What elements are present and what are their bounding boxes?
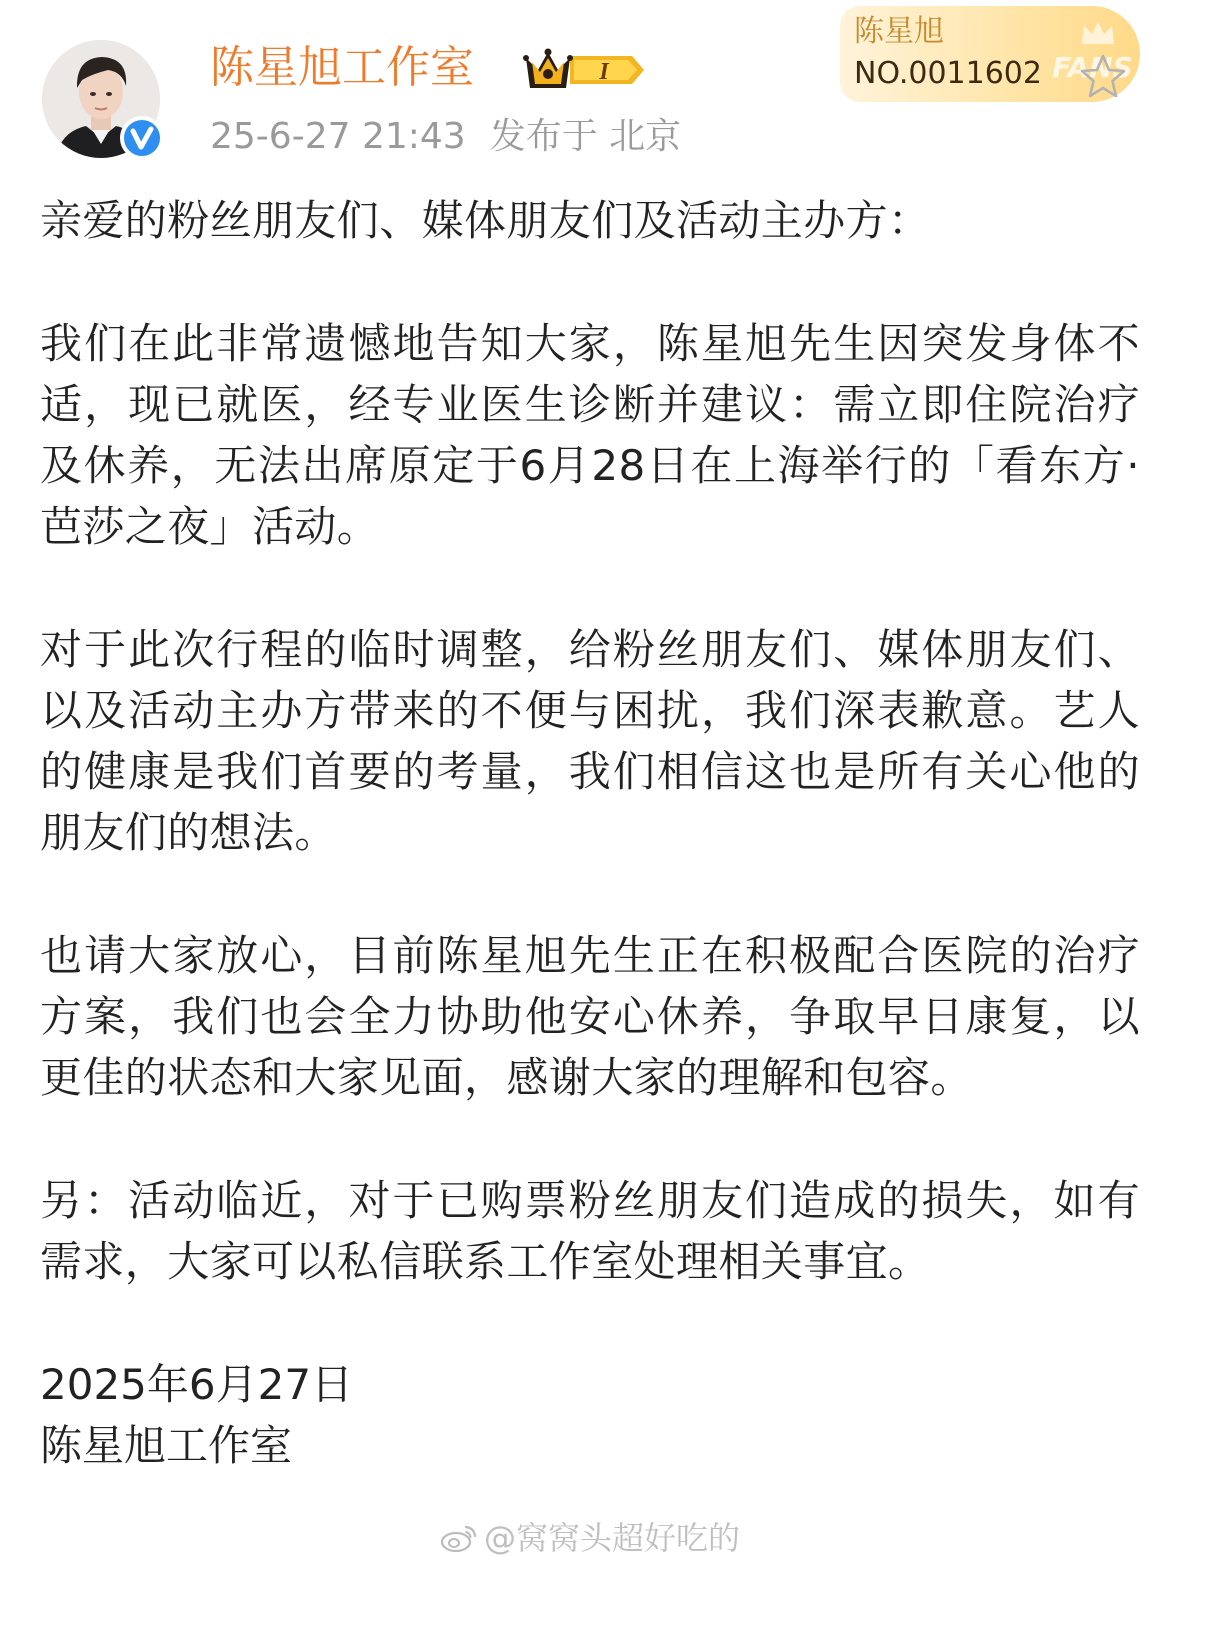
verified-v-icon (120, 116, 164, 160)
post-salutation: 亲爱的粉丝朋友们、媒体朋友们及活动主办方： (40, 196, 931, 245)
post-paragraph: 对于此次行程的临时调整，给粉丝朋友们、媒体朋友们、以及活动主办方带来的不便与困扰，我们深表歉意。艺人的健康是我们首要的考量，我们相信这也是所有关心他的朋友们的想法。 (40, 625, 1140, 857)
watermark (440, 1518, 740, 1558)
fans-card-name: 陈星旭 (854, 14, 944, 49)
star-icon[interactable] (1078, 52, 1128, 102)
post-paragraph: 也请大家放心，目前陈星旭先生正在积极配合医院的治疗方案，我们也会全力协助他安心休养，争取早日康复，以更佳的状态和大家见面，感谢大家的理解和包容。 (40, 931, 1140, 1102)
post-signature: 陈星旭工作室 (40, 1421, 293, 1470)
fans-card-label: FANS (1052, 51, 1133, 84)
fans-card-number: NO.0011602 (854, 56, 1042, 91)
post-location: 发布于 北京 (489, 116, 682, 157)
post-timestamp: 25-6-27 21:43 (210, 116, 466, 157)
post-date: 2025年6月27日 (40, 1360, 354, 1409)
vip-badge[interactable] (520, 46, 650, 94)
vip-level: I (599, 59, 609, 85)
post-header (0, 0, 1224, 180)
username[interactable]: 陈星旭工作室 (210, 42, 474, 93)
watermark-text: @窝窝头超好吃的 (484, 1519, 741, 1557)
post-paragraph: 我们在此非常遗憾地告知大家，陈星旭先生因突发身体不适，现已就医，经专业医生诊断并建议：需立即住院治疗及休养，无法出席原定于6月28日在上海举行的「看东方·芭莎之夜」活动。 (40, 319, 1140, 551)
weibo-logo-icon (440, 1523, 478, 1553)
post-body (40, 190, 1140, 1476)
fans-crown-icon (1080, 20, 1116, 46)
crown-icon (520, 46, 650, 94)
post-meta (210, 114, 681, 160)
post-paragraph: 另：活动临近，对于已购票粉丝朋友们造成的损失，如有需求，大家可以私信联系工作室处理相关事宜。 (40, 1176, 1140, 1286)
